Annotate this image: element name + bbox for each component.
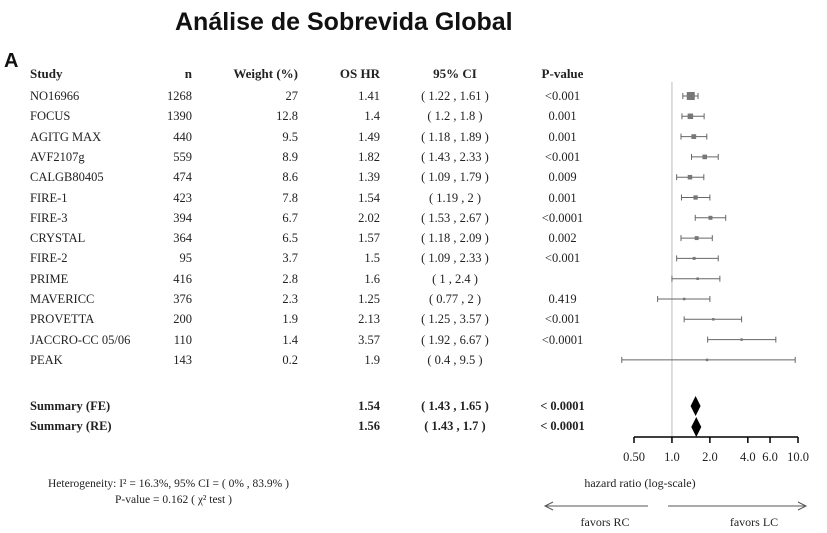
study-name: FIRE-1 xyxy=(30,190,68,205)
study-n: 376 xyxy=(173,292,192,306)
study-n: 110 xyxy=(173,332,192,347)
study-weight: 6.5 xyxy=(282,231,298,246)
study-name: JACCRO-CC 05/06 xyxy=(30,332,131,347)
study-hr: 2.02 xyxy=(358,210,380,225)
summary-pvalue: < 0.0001 xyxy=(540,399,585,413)
x-tick-label: 10.0 xyxy=(787,450,809,464)
study-ci: ( 1 , 2.4 ) xyxy=(432,271,478,286)
x-axis-label: hazard ratio (log-scale) xyxy=(584,476,696,490)
study-weight: 0.2 xyxy=(282,352,298,367)
point-estimate xyxy=(688,114,694,120)
study-hr: 1.57 xyxy=(358,231,380,246)
point-estimate xyxy=(708,216,712,220)
x-tick-label: 2.0 xyxy=(702,450,718,464)
study-pvalue: 0.419 xyxy=(548,292,577,306)
study-ci: ( 1.22 , 1.61 ) xyxy=(421,89,489,103)
study-n: 1390 xyxy=(167,109,192,124)
study-weight: 2.3 xyxy=(282,292,298,306)
study-weight: 6.7 xyxy=(282,210,298,225)
heterogeneity-pvalue: P-value = 0.162 ( χ² test ) xyxy=(115,494,232,506)
point-estimate xyxy=(695,236,699,240)
study-n: 423 xyxy=(173,190,192,205)
study-n: 95 xyxy=(179,251,192,266)
study-ci: ( 1.18 , 1.89 ) xyxy=(421,129,489,144)
study-hr: 1.9 xyxy=(364,352,380,367)
chart-title: Análise de Sobrevida Global xyxy=(175,8,513,36)
header-n: n xyxy=(184,66,192,81)
study-n: 200 xyxy=(173,312,192,327)
x-tick-label: 4.0 xyxy=(740,450,756,464)
summary-diamond xyxy=(691,417,701,437)
summary-label: Summary (FE) xyxy=(30,399,111,413)
study-n: 416 xyxy=(173,271,192,286)
point-estimate xyxy=(693,195,697,199)
summary-hr: 1.54 xyxy=(358,399,380,413)
study-pvalue: <0.001 xyxy=(544,149,581,164)
point-estimate xyxy=(702,155,707,160)
point-estimate xyxy=(712,318,715,321)
header-hr: OS HR xyxy=(339,66,380,81)
summary-pvalue: < 0.0001 xyxy=(540,419,585,433)
heterogeneity-text: Heterogeneity: I² = 16.3%, 95% CI = ( 0% , 83.9% ) xyxy=(48,478,289,490)
study-name: PRIME xyxy=(30,271,69,286)
study-ci: ( 1.09 , 1.79 ) xyxy=(421,170,489,185)
point-estimate xyxy=(696,277,699,280)
point-estimate xyxy=(693,257,696,260)
study-ci: ( 1.2 , 1.8 ) xyxy=(427,109,483,124)
summary-label: Summary (RE) xyxy=(30,419,112,433)
study-weight: 7.8 xyxy=(282,190,298,205)
study-name: CRYSTAL xyxy=(30,231,86,246)
study-pvalue: <0.001 xyxy=(544,312,581,327)
study-pvalue: <0.001 xyxy=(544,89,581,103)
study-weight: 9.5 xyxy=(282,129,298,144)
study-ci: ( 1.92 , 6.67 ) xyxy=(421,332,489,347)
study-weight: 8.6 xyxy=(282,170,298,185)
study-pvalue: 0.009 xyxy=(548,170,577,185)
study-n: 1268 xyxy=(167,89,192,103)
study-ci: ( 1.09 , 2.33 ) xyxy=(421,251,489,266)
header-weight: Weight (%) xyxy=(233,66,298,81)
study-name: NO16966 xyxy=(30,89,80,103)
point-estimate xyxy=(687,92,695,100)
study-name: MAVERICC xyxy=(30,292,95,306)
study-pvalue: 0.001 xyxy=(548,109,577,124)
panel-label: A xyxy=(4,50,19,72)
study-pvalue: 0.001 xyxy=(548,129,577,144)
header-pvalue: P-value xyxy=(541,66,584,81)
study-weight: 8.9 xyxy=(282,149,298,164)
study-pvalue: <0.0001 xyxy=(541,210,584,225)
summary-hr: 1.56 xyxy=(358,419,380,433)
study-hr: 1.39 xyxy=(358,170,380,185)
study-name: FOCUS xyxy=(30,109,71,124)
study-ci: ( 0.4 , 9.5 ) xyxy=(427,352,483,367)
study-name: PEAK xyxy=(30,352,63,367)
study-ci: ( 1.53 , 2.67 ) xyxy=(421,210,489,225)
point-estimate xyxy=(691,134,696,139)
study-name: CALGB80405 xyxy=(30,170,104,185)
study-hr: 1.49 xyxy=(358,129,380,144)
study-n: 143 xyxy=(173,352,192,367)
study-hr: 3.57 xyxy=(358,332,380,347)
study-ci: ( 0.77 , 2 ) xyxy=(428,292,482,306)
study-hr: 1.5 xyxy=(364,251,380,266)
study-n: 559 xyxy=(173,149,192,164)
study-ci: ( 1.25 , 3.57 ) xyxy=(421,312,489,327)
study-weight: 1.9 xyxy=(282,312,298,327)
study-weight: 3.7 xyxy=(282,251,298,266)
study-pvalue: 0.001 xyxy=(548,190,577,205)
favors-right-label: favors LC xyxy=(729,515,779,529)
favors-left-label: favors RC xyxy=(580,515,630,529)
study-pvalue: <0.001 xyxy=(544,251,581,266)
study-name: FIRE-2 xyxy=(30,251,68,266)
point-estimate xyxy=(706,359,709,362)
study-hr: 1.4 xyxy=(364,109,380,124)
study-name: AVF2107g xyxy=(30,149,85,164)
study-n: 474 xyxy=(173,170,192,185)
study-hr: 1.82 xyxy=(358,149,380,164)
x-tick-label: 6.0 xyxy=(762,450,778,464)
study-n: 440 xyxy=(173,129,192,144)
summary-ci: ( 1.43 , 1.65 ) xyxy=(421,399,489,413)
study-hr: 1.6 xyxy=(364,271,380,286)
study-hr: 1.54 xyxy=(358,190,380,205)
summary-ci: ( 1.43 , 1.7 ) xyxy=(424,419,486,433)
study-name: PROVETTA xyxy=(30,312,95,327)
x-tick-label: 1.0 xyxy=(664,450,680,464)
study-n: 364 xyxy=(173,231,192,246)
point-estimate xyxy=(688,175,693,180)
study-n: 394 xyxy=(173,210,192,225)
study-weight: 2.8 xyxy=(282,271,298,286)
study-pvalue: 0.002 xyxy=(548,231,577,246)
study-hr: 2.13 xyxy=(358,312,380,327)
header-ci: 95% CI xyxy=(433,66,477,81)
point-estimate xyxy=(740,338,743,341)
study-hr: 1.25 xyxy=(358,292,380,306)
summary-diamond xyxy=(691,396,701,416)
header-study: Study xyxy=(30,66,63,81)
study-hr: 1.41 xyxy=(358,89,380,103)
point-estimate xyxy=(683,298,686,301)
x-tick-label: 0.50 xyxy=(623,450,645,464)
study-weight: 12.8 xyxy=(276,109,298,124)
study-ci: ( 1.18 , 2.09 ) xyxy=(421,231,489,246)
study-pvalue: <0.0001 xyxy=(541,332,584,347)
study-name: FIRE-3 xyxy=(30,210,68,225)
study-name: AGITG MAX xyxy=(30,129,102,144)
study-ci: ( 1.43 , 2.33 ) xyxy=(421,149,489,164)
study-weight: 27 xyxy=(285,89,298,103)
study-weight: 1.4 xyxy=(282,332,298,347)
study-ci: ( 1.19 , 2 ) xyxy=(428,190,482,205)
